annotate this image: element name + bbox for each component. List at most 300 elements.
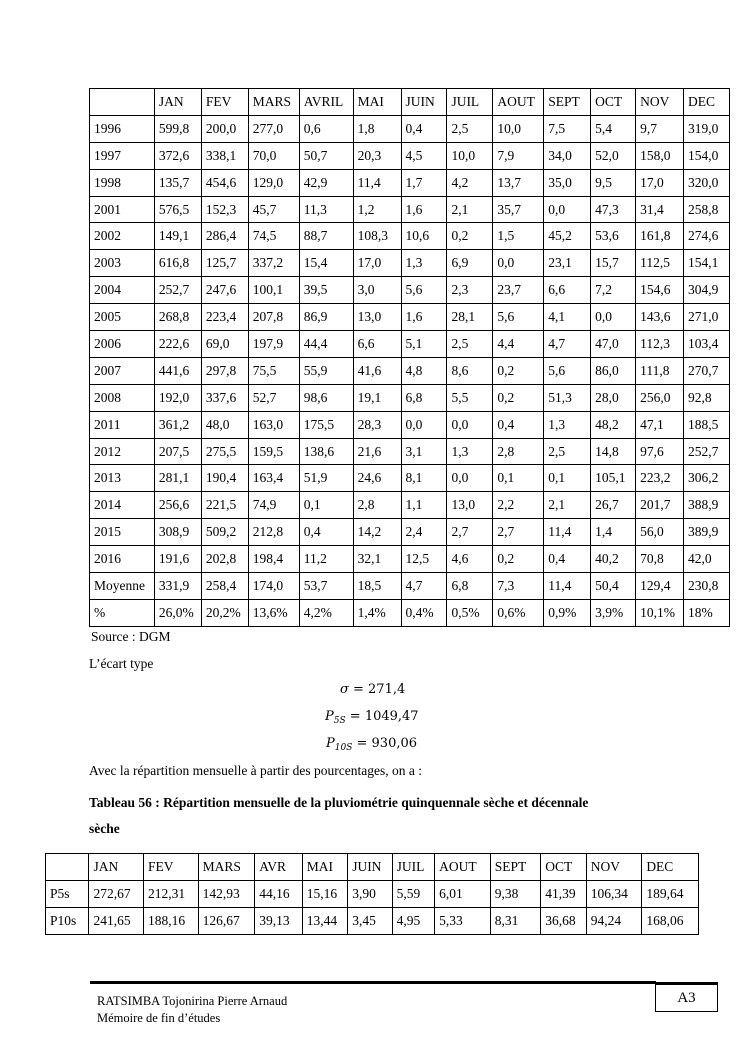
table-cell: 154,0 xyxy=(684,142,730,169)
table-cell: 599,8 xyxy=(154,115,201,142)
table-cell: 286,4 xyxy=(201,223,248,250)
table-cell: 52,0 xyxy=(591,142,636,169)
table-cell: 51,9 xyxy=(299,465,353,492)
table-cell: 4,7 xyxy=(401,573,447,600)
table-cell: 3,9% xyxy=(591,599,636,626)
table-cell: 388,9 xyxy=(684,492,730,519)
table-cell: 125,7 xyxy=(201,250,248,277)
table-cell: 44,16 xyxy=(255,880,303,907)
row-label: 1998 xyxy=(90,169,155,196)
table-cell: 15,16 xyxy=(302,880,347,907)
table-cell: 6,9 xyxy=(447,250,493,277)
column-header: MARS xyxy=(248,89,299,116)
row-label: 2005 xyxy=(90,304,155,331)
table-cell: 331,9 xyxy=(154,573,201,600)
column-header xyxy=(46,854,89,881)
table-cell: 8,6 xyxy=(447,357,493,384)
table-row xyxy=(90,142,730,169)
column-header: OCT xyxy=(541,854,586,881)
table-cell: 274,6 xyxy=(684,223,730,250)
table-cell: 189,64 xyxy=(642,880,699,907)
table-cell: 0,0 xyxy=(401,411,447,438)
row-label: 2016 xyxy=(90,546,155,573)
table-cell: 10,0 xyxy=(493,115,544,142)
table-row xyxy=(46,880,699,907)
table-cell: 168,06 xyxy=(642,907,699,934)
table-cell: 106,34 xyxy=(586,880,642,907)
footer-rule xyxy=(90,981,656,984)
column-header: MAI xyxy=(302,854,347,881)
table-cell: 94,24 xyxy=(586,907,642,934)
p5s-symbol: P xyxy=(325,709,334,724)
table-cell: 111,8 xyxy=(636,357,684,384)
row-label: 1996 xyxy=(90,115,155,142)
table-cell: 10,6 xyxy=(401,223,447,250)
table-cell: 24,6 xyxy=(353,465,401,492)
table-cell: 1,3 xyxy=(544,411,591,438)
table-cell: 5,6 xyxy=(544,357,591,384)
table-cell: 207,8 xyxy=(248,304,299,331)
table-cell: 212,8 xyxy=(248,519,299,546)
table-cell: 108,3 xyxy=(353,223,401,250)
table-cell: 1,6 xyxy=(401,196,447,223)
table-cell: 337,2 xyxy=(248,250,299,277)
table-cell: 48,0 xyxy=(201,411,248,438)
table-cell: 88,7 xyxy=(299,223,353,250)
table-cell: 47,1 xyxy=(636,411,684,438)
table-cell: 2,3 xyxy=(447,277,493,304)
table-row xyxy=(90,196,730,223)
column-header: SEPT xyxy=(544,89,591,116)
table-cell: 138,6 xyxy=(299,438,353,465)
table-row xyxy=(90,599,730,626)
table-cell: 197,9 xyxy=(248,331,299,358)
table-cell: 0,4% xyxy=(401,599,447,626)
sigma-symbol: σ xyxy=(340,682,349,697)
table-cell: 1,4 xyxy=(591,519,636,546)
column-header: JUIL xyxy=(447,89,493,116)
table-cell: 55,9 xyxy=(299,357,353,384)
table-row xyxy=(90,546,730,573)
column-header: DEC xyxy=(684,89,730,116)
table-cell: 200,0 xyxy=(201,115,248,142)
row-label: % xyxy=(90,599,155,626)
table-cell: 42,0 xyxy=(684,546,730,573)
table-cell: 159,5 xyxy=(248,438,299,465)
table-cell: 154,6 xyxy=(636,277,684,304)
table-cell: 0,2 xyxy=(447,223,493,250)
row-label: Moyenne xyxy=(90,573,155,600)
table-row xyxy=(90,331,730,358)
column-header: AVRIL xyxy=(299,89,353,116)
table-cell: 75,5 xyxy=(248,357,299,384)
table-cell: 39,13 xyxy=(255,907,303,934)
column-header: SEPT xyxy=(490,854,541,881)
table-cell: 32,1 xyxy=(353,546,401,573)
table-cell: 281,1 xyxy=(154,465,201,492)
table-cell: 112,3 xyxy=(636,331,684,358)
table-cell: 11,2 xyxy=(299,546,353,573)
row-label: 2012 xyxy=(90,438,155,465)
table-cell: 161,8 xyxy=(636,223,684,250)
table-cell: 2,7 xyxy=(493,519,544,546)
table-cell: 149,1 xyxy=(154,223,201,250)
table-cell: 6,8 xyxy=(401,384,447,411)
column-header: AVR xyxy=(255,854,303,881)
ecart-type-label: L’écart type xyxy=(89,656,154,671)
table-cell: 4,7 xyxy=(544,331,591,358)
table-cell: 258,8 xyxy=(684,196,730,223)
table-cell: 4,8 xyxy=(401,357,447,384)
footer-author: RATSIMBA Tojonirina Pierre Arnaud xyxy=(97,994,288,1008)
table-row xyxy=(46,907,699,934)
table-cell: 129,0 xyxy=(248,169,299,196)
table-cell: 0,6% xyxy=(493,599,544,626)
monthly-distribution-table xyxy=(45,853,699,935)
table-row xyxy=(90,115,730,142)
rainfall-table xyxy=(89,88,730,627)
table-cell: 98,6 xyxy=(299,384,353,411)
row-label: P5s xyxy=(46,880,89,907)
header-row xyxy=(90,89,730,116)
header-row xyxy=(46,854,699,881)
table-row xyxy=(90,250,730,277)
table-cell: 2,5 xyxy=(447,331,493,358)
table-cell: 2,2 xyxy=(493,492,544,519)
table-cell: 26,7 xyxy=(591,492,636,519)
table-row xyxy=(90,277,730,304)
table-cell: 10,0 xyxy=(447,142,493,169)
table-cell: 3,90 xyxy=(348,880,392,907)
table-cell: 158,0 xyxy=(636,142,684,169)
table-row xyxy=(90,438,730,465)
table-cell: 0,6 xyxy=(299,115,353,142)
table-cell: 3,0 xyxy=(353,277,401,304)
table-cell: 100,1 xyxy=(248,277,299,304)
table-cell: 56,0 xyxy=(636,519,684,546)
table-cell: 15,4 xyxy=(299,250,353,277)
table-cell: 272,67 xyxy=(89,880,144,907)
table-cell: 11,4 xyxy=(544,519,591,546)
table-cell: 53,7 xyxy=(299,573,353,600)
table-cell: 50,4 xyxy=(591,573,636,600)
column-header: AOUT xyxy=(493,89,544,116)
table-cell: 13,0 xyxy=(353,304,401,331)
table-cell: 19,1 xyxy=(353,384,401,411)
table-cell: 47,0 xyxy=(591,331,636,358)
table-cell: 6,6 xyxy=(544,277,591,304)
column-header: FEV xyxy=(144,854,199,881)
table-cell: 252,7 xyxy=(684,438,730,465)
table-cell: 256,6 xyxy=(154,492,201,519)
column-header: AOUT xyxy=(435,854,491,881)
row-label: 2007 xyxy=(90,357,155,384)
column-header: DEC xyxy=(642,854,699,881)
table-cell: 256,0 xyxy=(636,384,684,411)
table-cell: 0,0 xyxy=(591,304,636,331)
table-cell: 3,1 xyxy=(401,438,447,465)
table-cell: 9,38 xyxy=(490,880,541,907)
table-cell: 2,4 xyxy=(401,519,447,546)
table-cell: 11,3 xyxy=(299,196,353,223)
table-cell: 74,5 xyxy=(248,223,299,250)
table-cell: 0,1 xyxy=(544,465,591,492)
table-cell: 143,6 xyxy=(636,304,684,331)
row-label: 2008 xyxy=(90,384,155,411)
table-cell: 304,9 xyxy=(684,277,730,304)
table-cell: 1,4% xyxy=(353,599,401,626)
table-cell: 135,7 xyxy=(154,169,201,196)
table-cell: 271,0 xyxy=(684,304,730,331)
table-cell: 338,1 xyxy=(201,142,248,169)
table-cell: 320,0 xyxy=(684,169,730,196)
table-cell: 28,0 xyxy=(591,384,636,411)
table-cell: 2,1 xyxy=(447,196,493,223)
table-cell: 509,2 xyxy=(201,519,248,546)
table-cell: 306,2 xyxy=(684,465,730,492)
table-cell: 7,9 xyxy=(493,142,544,169)
table-cell: 0,0 xyxy=(493,250,544,277)
table-cell: 69,0 xyxy=(201,331,248,358)
table-cell: 7,5 xyxy=(544,115,591,142)
table-cell: 13,44 xyxy=(302,907,347,934)
table-cell: 70,0 xyxy=(248,142,299,169)
table-cell: 13,7 xyxy=(493,169,544,196)
table-cell: 0,0 xyxy=(447,465,493,492)
table-cell: 152,3 xyxy=(201,196,248,223)
table-cell: 0,2 xyxy=(493,546,544,573)
row-label: 2014 xyxy=(90,492,155,519)
table-cell: 270,7 xyxy=(684,357,730,384)
row-label: 2011 xyxy=(90,411,155,438)
table-cell: 1,7 xyxy=(401,169,447,196)
table-cell: 241,65 xyxy=(89,907,144,934)
table-cell: 230,8 xyxy=(684,573,730,600)
table-cell: 2,5 xyxy=(544,438,591,465)
table-cell: 9,7 xyxy=(636,115,684,142)
table-cell: 36,68 xyxy=(541,907,586,934)
row-label: 2013 xyxy=(90,465,155,492)
row-label: 2015 xyxy=(90,519,155,546)
table-cell: 34,0 xyxy=(544,142,591,169)
table-cell: 14,2 xyxy=(353,519,401,546)
table-cell: 2,1 xyxy=(544,492,591,519)
table-cell: 9,5 xyxy=(591,169,636,196)
table-cell: 4,2 xyxy=(447,169,493,196)
table-cell: 207,5 xyxy=(154,438,201,465)
table-cell: 0,0 xyxy=(544,196,591,223)
table-cell: 40,2 xyxy=(591,546,636,573)
p10s-subscript: 10S xyxy=(334,743,353,753)
column-header: JUIL xyxy=(392,854,434,881)
table-cell: 5,1 xyxy=(401,331,447,358)
table-cell: 190,4 xyxy=(201,465,248,492)
table-row xyxy=(90,357,730,384)
table-cell: 4,6 xyxy=(447,546,493,573)
table-cell: 0,4 xyxy=(544,546,591,573)
column-header: OCT xyxy=(591,89,636,116)
table-cell: 6,6 xyxy=(353,331,401,358)
p10s-value: = 930,06 xyxy=(352,736,418,751)
table-cell: 6,01 xyxy=(435,880,491,907)
table-cell: 42,9 xyxy=(299,169,353,196)
table-cell: 50,7 xyxy=(299,142,353,169)
table-cell: 3,45 xyxy=(348,907,392,934)
table-cell: 5,59 xyxy=(392,880,434,907)
table-cell: 45,7 xyxy=(248,196,299,223)
p5s-subscript: 5S xyxy=(333,716,346,726)
table-cell: 86,0 xyxy=(591,357,636,384)
table-cell: 191,6 xyxy=(154,546,201,573)
table-cell: 1,8 xyxy=(353,115,401,142)
table-cell: 454,6 xyxy=(201,169,248,196)
table-cell: 2,8 xyxy=(353,492,401,519)
column-header: NOV xyxy=(636,89,684,116)
table-cell: 0,4 xyxy=(299,519,353,546)
table-cell: 15,7 xyxy=(591,250,636,277)
row-label: 2006 xyxy=(90,331,155,358)
p5s-formula xyxy=(325,709,419,726)
table-cell: 223,4 xyxy=(201,304,248,331)
table-cell: 14,8 xyxy=(591,438,636,465)
table-cell: 17,0 xyxy=(353,250,401,277)
table-cell: 5,6 xyxy=(401,277,447,304)
table-cell: 11,4 xyxy=(353,169,401,196)
table-row xyxy=(90,223,730,250)
source-note: Source : DGM xyxy=(91,629,171,644)
table-cell: 45,2 xyxy=(544,223,591,250)
table-cell: 7,2 xyxy=(591,277,636,304)
repartition-text: Avec la répartition mensuelle à partir des pourcentages, on a : xyxy=(89,763,422,778)
table-cell: 105,1 xyxy=(591,465,636,492)
table-cell: 5,6 xyxy=(493,304,544,331)
row-label: 2001 xyxy=(90,196,155,223)
table-cell: 1,5 xyxy=(493,223,544,250)
table-cell: 0,4 xyxy=(493,411,544,438)
table-cell: 13,0 xyxy=(447,492,493,519)
p5s-value: = 1049,47 xyxy=(345,709,419,724)
table-cell: 0,0 xyxy=(447,411,493,438)
table-cell: 8,1 xyxy=(401,465,447,492)
table-cell: 192,0 xyxy=(154,384,201,411)
table-cell: 163,4 xyxy=(248,465,299,492)
table-cell: 188,5 xyxy=(684,411,730,438)
table-cell: 1,6 xyxy=(401,304,447,331)
table-cell: 13,6% xyxy=(248,599,299,626)
table-cell: 0,1 xyxy=(299,492,353,519)
table-cell: 0,4 xyxy=(401,115,447,142)
table-caption-line2: sèche xyxy=(89,821,120,836)
row-label: 2002 xyxy=(90,223,155,250)
table-cell: 28,3 xyxy=(353,411,401,438)
table-cell: 163,0 xyxy=(248,411,299,438)
table-cell: 20,3 xyxy=(353,142,401,169)
row-label: 1997 xyxy=(90,142,155,169)
table-cell: 222,6 xyxy=(154,331,201,358)
column-header: JAN xyxy=(89,854,144,881)
column-header: NOV xyxy=(586,854,642,881)
table-cell: 277,0 xyxy=(248,115,299,142)
table-cell: 21,6 xyxy=(353,438,401,465)
column-header: MAI xyxy=(353,89,401,116)
table-cell: 0,2 xyxy=(493,357,544,384)
table-cell: 7,3 xyxy=(493,573,544,600)
table-cell: 337,6 xyxy=(201,384,248,411)
table-cell: 576,5 xyxy=(154,196,201,223)
table-cell: 174,0 xyxy=(248,573,299,600)
sigma-formula xyxy=(340,682,405,697)
table-cell: 18% xyxy=(684,599,730,626)
table-cell: 23,1 xyxy=(544,250,591,277)
table-cell: 129,4 xyxy=(636,573,684,600)
table-cell: 48,2 xyxy=(591,411,636,438)
table-cell: 175,5 xyxy=(299,411,353,438)
table-cell: 361,2 xyxy=(154,411,201,438)
table-cell: 308,9 xyxy=(154,519,201,546)
footer-subtitle: Mémoire de fin d’études xyxy=(97,1011,221,1025)
table-cell: 97,6 xyxy=(636,438,684,465)
table-cell: 275,5 xyxy=(201,438,248,465)
table-cell: 12,5 xyxy=(401,546,447,573)
table-cell: 44,4 xyxy=(299,331,353,358)
table-cell: 17,0 xyxy=(636,169,684,196)
table-cell: 389,9 xyxy=(684,519,730,546)
table-cell: 2,5 xyxy=(447,115,493,142)
table-cell: 372,6 xyxy=(154,142,201,169)
sigma-value: = 271,4 xyxy=(348,682,406,697)
table-cell: 0,1 xyxy=(493,465,544,492)
table-row xyxy=(90,492,730,519)
table-cell: 26,0% xyxy=(154,599,201,626)
column-header: JUIN xyxy=(348,854,392,881)
table-cell: 11,4 xyxy=(544,573,591,600)
table-cell: 35,7 xyxy=(493,196,544,223)
column-header: JUIN xyxy=(401,89,447,116)
table-cell: 70,8 xyxy=(636,546,684,573)
table-cell: 198,4 xyxy=(248,546,299,573)
table-cell: 5,33 xyxy=(435,907,491,934)
table-cell: 1,2 xyxy=(353,196,401,223)
table-cell: 53,6 xyxy=(591,223,636,250)
table-cell: 5,4 xyxy=(591,115,636,142)
table-cell: 319,0 xyxy=(684,115,730,142)
table-cell: 252,7 xyxy=(154,277,201,304)
table-cell: 74,9 xyxy=(248,492,299,519)
p10s-symbol: P xyxy=(326,736,335,751)
table-cell: 2,8 xyxy=(493,438,544,465)
table-cell: 4,1 xyxy=(544,304,591,331)
table-cell: 212,31 xyxy=(144,880,199,907)
table-cell: 39,5 xyxy=(299,277,353,304)
table-row xyxy=(90,384,730,411)
row-label: 2004 xyxy=(90,277,155,304)
table-cell: 2,7 xyxy=(447,519,493,546)
table-cell: 6,8 xyxy=(447,573,493,600)
table-cell: 0,5% xyxy=(447,599,493,626)
table-cell: 201,7 xyxy=(636,492,684,519)
table-cell: 188,16 xyxy=(144,907,199,934)
column-header xyxy=(90,89,155,116)
table-cell: 0,9% xyxy=(544,599,591,626)
table-cell: 297,8 xyxy=(201,357,248,384)
table-cell: 4,95 xyxy=(392,907,434,934)
table-cell: 247,6 xyxy=(201,277,248,304)
table-cell: 92,8 xyxy=(684,384,730,411)
p10s-formula xyxy=(326,736,417,753)
column-header: JAN xyxy=(154,89,201,116)
table-cell: 258,4 xyxy=(201,573,248,600)
table-cell: 142,93 xyxy=(198,880,255,907)
